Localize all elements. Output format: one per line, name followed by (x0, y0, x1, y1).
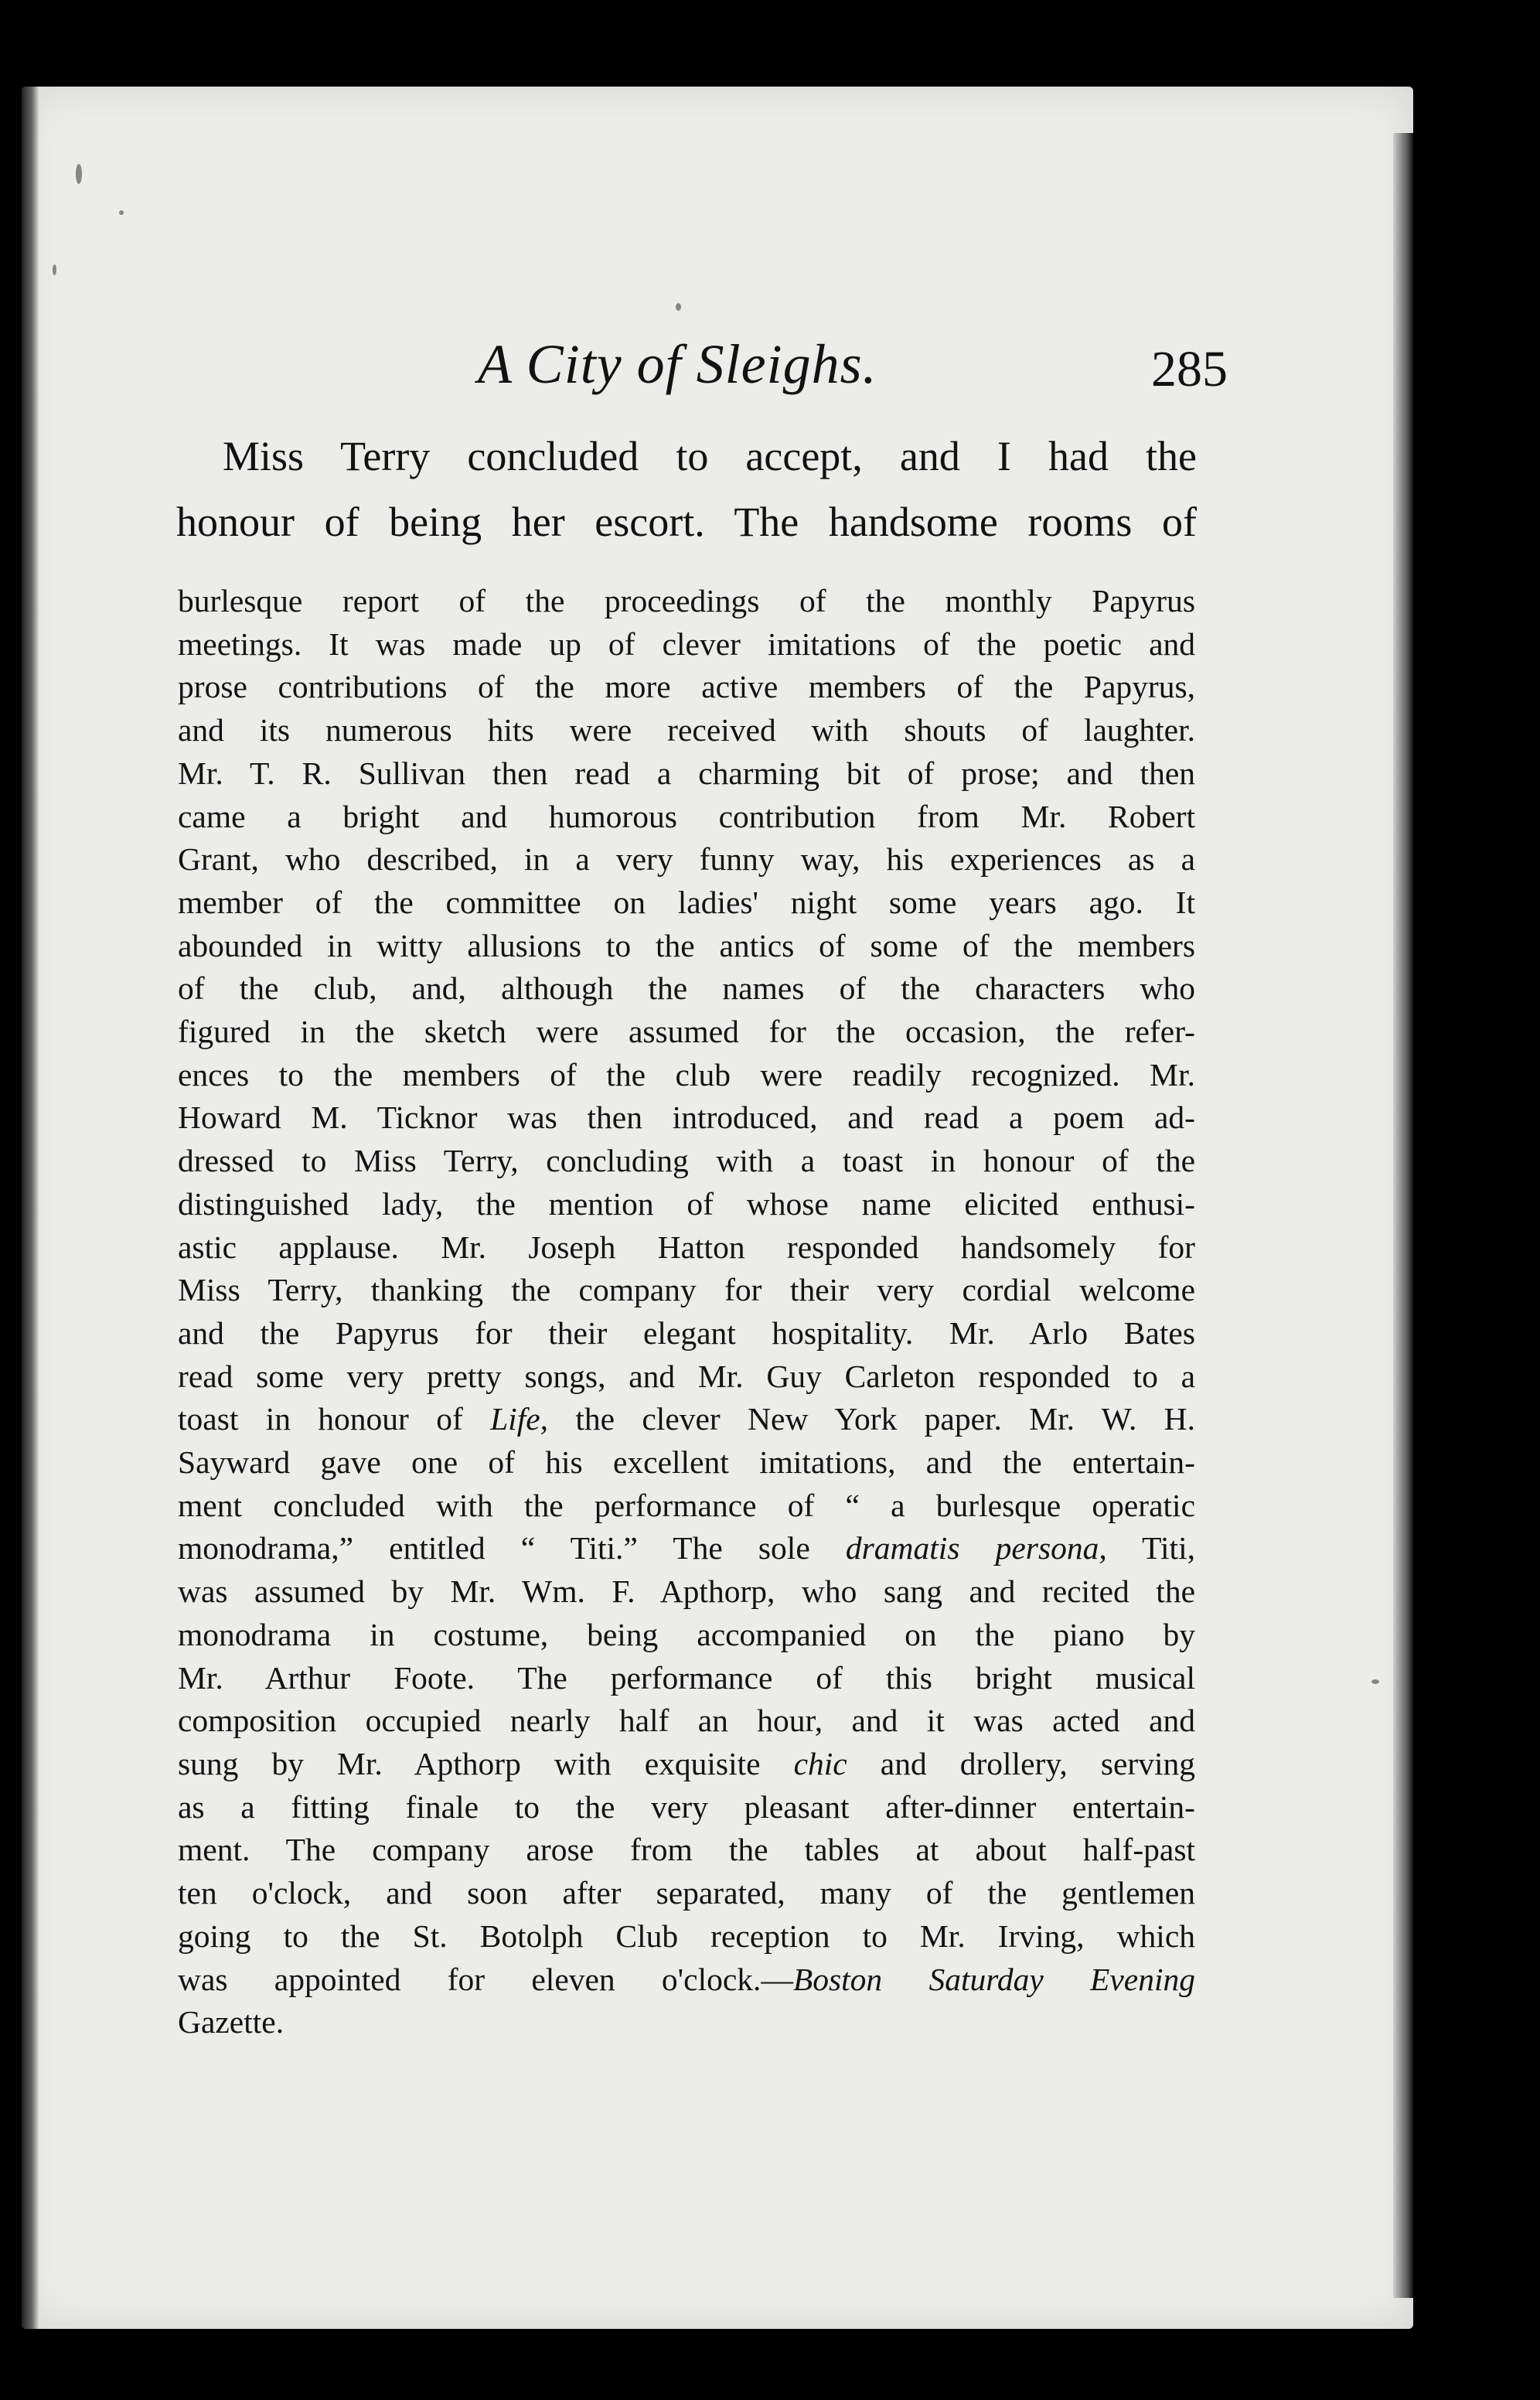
quoted-report (178, 580, 1195, 2044)
italic-title-life: Life, (490, 1401, 549, 1437)
page-edge-shadow (1393, 133, 1413, 2298)
body-line: going to the St. Botolph Club reception to Mr. Irving, which (178, 1918, 1195, 1954)
body-line: read some very pretty songs, and Mr. Guy Carleton responded to a (178, 1358, 1195, 1394)
body-line: and the Papyrus for their elegant hospitality. Mr. Arlo Bates (178, 1314, 1195, 1351)
body-line: meetings. It was made up of clever imitations of the poetic and (178, 626, 1195, 662)
body-line: figured in the sketch were assumed for the occasion, the refer- (178, 1014, 1195, 1050)
body-line-text: Titi, (1106, 1530, 1195, 1566)
ink-speck (53, 264, 56, 275)
italic-source-name: Boston Saturday Evening (792, 1961, 1195, 1997)
body-line: ences to the members of the club were readily recognized. Mr. (178, 1056, 1195, 1093)
lead-paragraph (176, 424, 1197, 555)
body-line-text: monodrama,” entitled “ Titi.” The sole (178, 1530, 846, 1566)
book-page (22, 87, 1413, 2329)
body-line: Howard M. Ticknor was then introduced, and read a poem ad- (178, 1099, 1195, 1136)
source-attribution: Gazette. (178, 2004, 284, 2040)
body-line: ten o'clock, and soon after separated, many of the gentlemen (178, 1875, 1195, 1911)
ink-speck (1371, 1679, 1379, 1684)
running-head-title: A City of Sleighs. (478, 333, 877, 395)
body-line: ment concluded with the performance of “ a burlesque operatic (178, 1487, 1195, 1523)
body-line: burlesque report of the proceedings of the monthly Papyrus (178, 583, 1195, 619)
ink-speck (119, 210, 124, 215)
body-line: monodrama in costume, being accompanied on the piano by (178, 1616, 1195, 1652)
body-line: astic applause. Mr. Joseph Hatton responded handsomely for (178, 1229, 1195, 1265)
body-line: Miss Terry, thanking the company for their very cordial welcome (178, 1272, 1195, 1308)
body-line: Sayward gave one of his excellent imitations, and the entertain- (178, 1444, 1195, 1481)
body-line: prose contributions of the more active members of the Papyrus, (178, 669, 1195, 705)
body-line (178, 1527, 1195, 1570)
body-line-text: the clever New York paper. Mr. W. H. (548, 1401, 1195, 1437)
body-line: was assumed by Mr. Wm. F. Apthorp, who sang and recited the (178, 1573, 1195, 1610)
body-line: composition occupied nearly half an hour, and it was acted and (178, 1703, 1195, 1739)
ink-speck (76, 164, 82, 184)
body-line (178, 1959, 1195, 2002)
ink-speck (676, 303, 681, 311)
body-line: member of the committee on ladies' night some years ago. It (178, 884, 1195, 920)
body-line-text: toast in honour of (178, 1401, 491, 1437)
body-line-text: and drollery, serving (847, 1745, 1195, 1781)
body-line: dressed to Miss Terry, concluding with a toast in honour of the (178, 1143, 1195, 1179)
body-line: Mr. T. R. Sullivan then read a charming bit of prose; and then (178, 755, 1195, 791)
body-line (178, 1743, 1195, 1786)
body-line: abounded in witty allusions to the antics of some of the members (178, 927, 1195, 963)
body-line: ment. The company arose from the tables at about half-past (178, 1832, 1195, 1868)
body-line-text: sung by Mr. Apthorp with exquisite (178, 1745, 794, 1781)
lead-line: Miss Terry concluded to accept, and I had the (223, 433, 1197, 479)
body-line: as a fitting finale to the very pleasant after-dinner entertain- (178, 1788, 1195, 1825)
italic-chic: chic (793, 1745, 847, 1781)
body-line (178, 1398, 1195, 1441)
body-line-text: was appointed for eleven o'clock.— (178, 1961, 793, 1997)
running-head (478, 319, 1228, 404)
page-number: 285 (1151, 341, 1228, 397)
body-line: Grant, who described, in a very funny way, his experiences as a (178, 841, 1195, 878)
body-line: Mr. Arthur Foote. The performance of this bright musical (178, 1659, 1195, 1696)
italic-dramatis-persona: dramatis persona, (845, 1530, 1107, 1566)
body-line: came a bright and humorous contribution from Mr. Robert (178, 798, 1195, 834)
binding-gutter (22, 87, 39, 2329)
body-line: of the club, and, although the names of the characters who (178, 970, 1195, 1007)
body-line: distinguished lady, the mention of whose name elicited enthusi- (178, 1185, 1195, 1222)
lead-line: honour of being her escort. The handsome rooms of (176, 499, 1197, 545)
body-line: and its numerous hits were received with shouts of laughter. (178, 712, 1195, 748)
